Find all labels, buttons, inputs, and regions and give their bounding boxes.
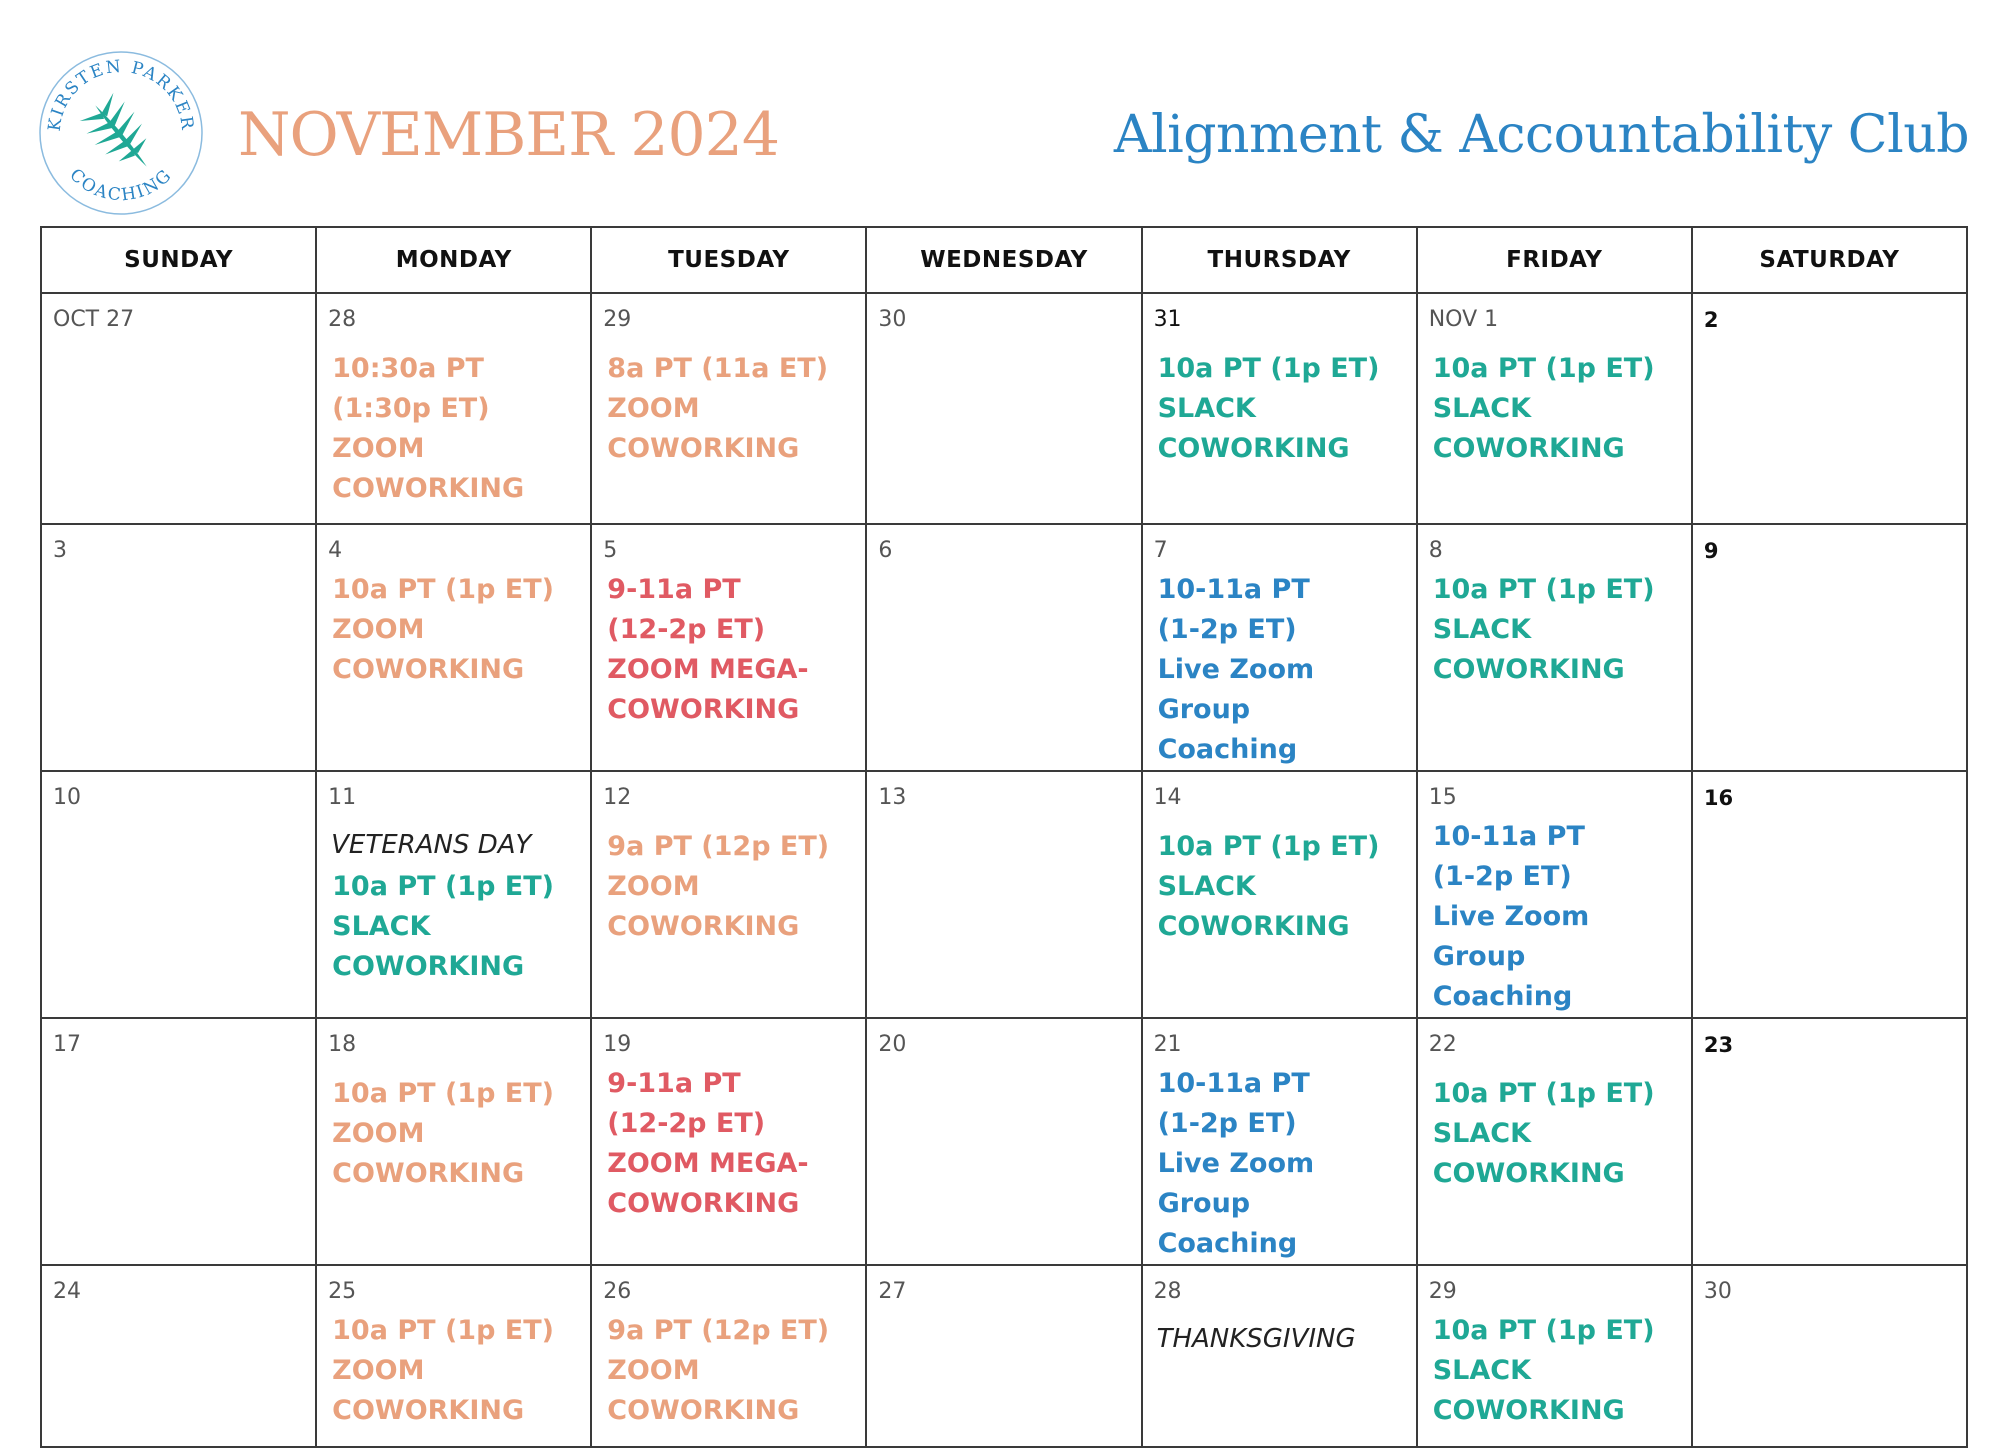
day-date: 11	[328, 785, 357, 810]
day-cell	[866, 293, 1141, 524]
day-cell	[591, 771, 866, 1018]
day-date: 3	[53, 538, 67, 563]
day-date: 24	[53, 1279, 81, 1304]
day-cell	[316, 524, 591, 771]
day-date: 9	[1703, 539, 1719, 563]
holiday-label: VETERANS DAY	[331, 830, 532, 860]
day-date: 25	[328, 1279, 357, 1304]
day-date: 7	[1153, 538, 1168, 563]
day-date: 8	[1428, 538, 1443, 563]
day-date: 16	[1703, 786, 1734, 810]
logo-ring-top: KIRSTEN PARKER	[44, 56, 198, 133]
day-cell	[1417, 1265, 1692, 1447]
event-slack-coworking: 10a PT (1p ET) SLACK COWORKING	[1157, 831, 1380, 942]
day-date: 23	[1703, 1033, 1734, 1057]
day-date: 19	[603, 1032, 632, 1057]
day-cell	[41, 1265, 316, 1447]
day-cell	[866, 524, 1141, 771]
day-cell	[866, 771, 1141, 1018]
event-group-coaching: 10-11a PT (1-2p ET) Live Zoom Group Coaching	[1432, 821, 1590, 1012]
day-date: 10	[53, 785, 81, 810]
day-cell	[591, 293, 866, 524]
week-row	[41, 524, 1967, 771]
day-date: 2	[1703, 308, 1719, 332]
day-date: 31	[1153, 307, 1182, 332]
event-zoom-coworking: 10:30a PT (1:30p ET) ZOOM COWORKING	[332, 353, 525, 504]
day-date: 15	[1428, 785, 1457, 810]
day-cell	[41, 1018, 316, 1265]
day-cell	[1142, 293, 1417, 524]
day-cell	[1142, 1265, 1417, 1447]
day-date: 30	[1703, 1279, 1732, 1304]
day-cell	[591, 1018, 866, 1265]
svg-text:KIRSTEN PARKER	[45, 57, 198, 133]
day-date: 22	[1428, 1032, 1457, 1057]
day-cell	[1142, 771, 1417, 1018]
event-group-coaching: 10-11a PT (1-2p ET) Live Zoom Group Coaching	[1157, 574, 1315, 765]
event-slack-coworking: 10a PT (1p ET) SLACK COWORKING	[1432, 574, 1655, 685]
event-zoom-coworking: 10a PT (1p ET) ZOOM COWORKING	[332, 574, 554, 685]
brand-logo	[38, 50, 204, 216]
day-date: 14	[1153, 785, 1182, 810]
day-cell	[1142, 524, 1417, 771]
weekday-header: MONDAY	[316, 227, 591, 293]
week-row	[41, 1265, 1967, 1447]
day-date: 28	[328, 307, 357, 332]
day-cell	[41, 293, 316, 524]
event-slack-coworking: 10a PT (1p ET) SLACK COWORKING	[1432, 1078, 1655, 1189]
day-cell	[1417, 293, 1692, 524]
event-slack-coworking: 10a PT (1p ET) SLACK COWORKING	[1432, 353, 1655, 464]
week-row	[41, 293, 1967, 524]
day-date: 30	[878, 307, 907, 332]
day-cell	[1417, 771, 1692, 1018]
weekday-header: SATURDAY	[1692, 227, 1967, 293]
calendar-grid	[40, 226, 1968, 1448]
svg-text:COACHING	[65, 165, 176, 205]
month-title: NOVEMBER 2024	[238, 100, 780, 170]
day-date: 18	[328, 1032, 357, 1057]
day-cell	[1417, 524, 1692, 771]
event-zoom-coworking: 9a PT (12p ET) ZOOM COWORKING	[607, 831, 830, 942]
event-zoom-coworking: 9a PT (12p ET) ZOOM COWORKING	[607, 1315, 830, 1426]
day-date: 5	[603, 538, 618, 563]
club-title: Alignment & Accountability Club	[1113, 105, 1969, 165]
event-slack-coworking: 10a PT (1p ET) SLACK COWORKING	[1432, 1315, 1655, 1426]
event-mega-coworking: 9-11a PT (12-2p ET) ZOOM MEGA- COWORKING	[607, 1068, 809, 1219]
event-zoom-coworking: 10a PT (1p ET) ZOOM COWORKING	[332, 1315, 554, 1426]
palm-leaf-icon	[75, 89, 166, 184]
day-date: 29	[1428, 1279, 1457, 1304]
weekday-header: SUNDAY	[41, 227, 316, 293]
day-cell	[866, 1265, 1141, 1447]
day-cell	[316, 1018, 591, 1265]
weekday-header: TUESDAY	[591, 227, 866, 293]
day-cell	[1692, 293, 1967, 524]
day-date: NOV 1	[1428, 307, 1499, 332]
day-date: 28	[1153, 1279, 1182, 1304]
event-zoom-coworking: 10a PT (1p ET) ZOOM COWORKING	[332, 1078, 554, 1189]
weekday-header: WEDNESDAY	[866, 227, 1141, 293]
day-cell	[1142, 1018, 1417, 1265]
day-cell	[1692, 524, 1967, 771]
day-cell	[591, 1265, 866, 1447]
day-cell	[1692, 1265, 1967, 1447]
day-date: 13	[878, 785, 907, 810]
event-zoom-coworking: 8a PT (11a ET) ZOOM COWORKING	[607, 353, 829, 464]
weekday-header-row	[41, 227, 1967, 293]
week-row	[41, 771, 1967, 1018]
day-date: 4	[328, 538, 343, 563]
week-row	[41, 1018, 1967, 1265]
day-date: 17	[53, 1032, 81, 1057]
event-group-coaching: 10-11a PT (1-2p ET) Live Zoom Group Coaching	[1157, 1068, 1315, 1259]
event-slack-coworking: 10a PT (1p ET) SLACK COWORKING	[332, 871, 554, 982]
event-mega-coworking: 9-11a PT (12-2p ET) ZOOM MEGA- COWORKING	[607, 574, 809, 725]
logo-ring-bottom: COACHING	[65, 165, 177, 206]
day-cell	[41, 771, 316, 1018]
day-cell	[316, 771, 591, 1018]
day-cell	[866, 1018, 1141, 1265]
day-cell	[41, 524, 316, 771]
day-date: 20	[878, 1032, 907, 1057]
day-cell	[316, 293, 591, 524]
day-cell	[1692, 771, 1967, 1018]
day-date: 12	[603, 785, 632, 810]
event-slack-coworking: 10a PT (1p ET) SLACK COWORKING	[1157, 353, 1380, 464]
day-date: 27	[878, 1279, 907, 1304]
weekday-header: THURSDAY	[1142, 227, 1417, 293]
weekday-header: FRIDAY	[1417, 227, 1692, 293]
holiday-label: THANKSGIVING	[1156, 1324, 1356, 1354]
day-cell	[316, 1265, 591, 1447]
day-date: 29	[603, 307, 632, 332]
day-date: 21	[1153, 1032, 1182, 1057]
day-date: 6	[878, 538, 893, 563]
day-date: OCT 27	[53, 307, 135, 332]
day-cell	[1692, 1018, 1967, 1265]
day-cell	[1417, 1018, 1692, 1265]
day-cell	[591, 524, 866, 771]
day-date: 26	[603, 1279, 632, 1304]
